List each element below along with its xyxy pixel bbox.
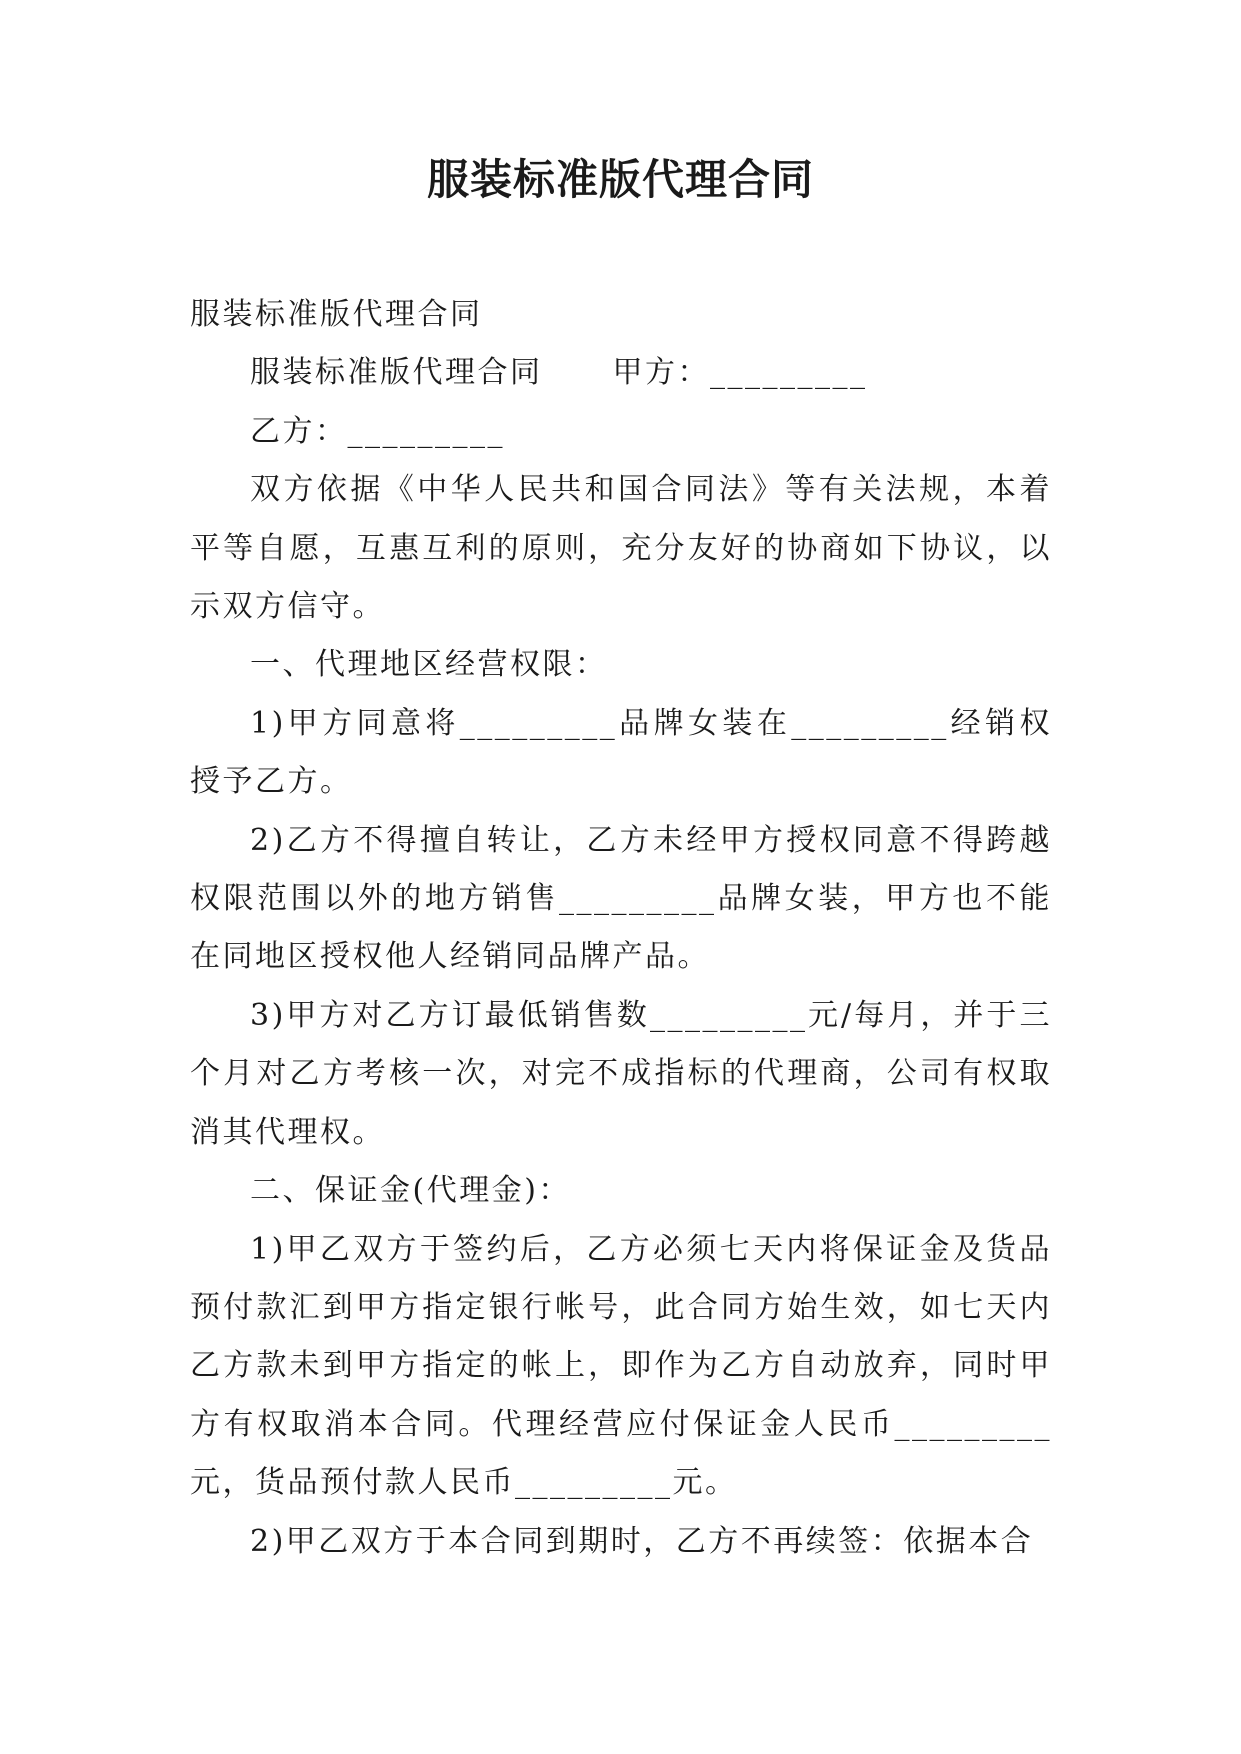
clause-1-2: 2)乙方不得擅自转让，乙方未经甲方授权同意不得跨越权限范围以外的地方销售_________品牌女装，甲方也不能在同地区授权他人经销同品牌产品。 <box>190 822 1052 975</box>
document-subtitle: 服装标准版代理合同 <box>190 297 483 332</box>
document-title: 服装标准版代理合同 <box>426 155 814 204</box>
document-body <box>190 286 1052 1571</box>
party-b-line: 乙方：_________ <box>250 413 505 449</box>
preamble-paragraph: 双方依据《中华人民共和国合同法》等有关法规，本着平等自愿，互惠互利的原则，充分友好的协商如下协议，以示双方信守。 <box>190 472 1052 625</box>
party-a-line: 甲方：_________ <box>612 355 868 391</box>
clause-2-2: 2)甲乙双方于本合同到期时，乙方不再续签：依据本合 <box>250 1523 1034 1559</box>
section-heading-1: 一、代理地区经营权限： <box>250 647 608 683</box>
clause-2-1: 1)甲乙双方于签约后，乙方必须七天内将保证金及货品预付款汇到甲方指定银行帐号，此合同方始生效，如七天内乙方款未到甲方指定的帐上，即作为乙方自动放弃，同时甲方有权取消本合同。代理经营应付保证金人民币_________元，货品预付款人民币_________元。 <box>190 1231 1052 1501</box>
clause-1-3: 3)甲方对乙方订最低销售数_________元/每月，并于三个月对乙方考核一次，对完不成指标的代理商，公司有权取消其代理权。 <box>190 997 1052 1150</box>
section-heading-2: 二、保证金(代理金)： <box>250 1173 571 1209</box>
header-line <box>190 344 1052 402</box>
header-contract-name: 服装标准版代理合同 <box>250 355 543 391</box>
clause-1-1: 1)甲方同意将_________品牌女装在_________经销权授予乙方。 <box>190 705 1052 800</box>
